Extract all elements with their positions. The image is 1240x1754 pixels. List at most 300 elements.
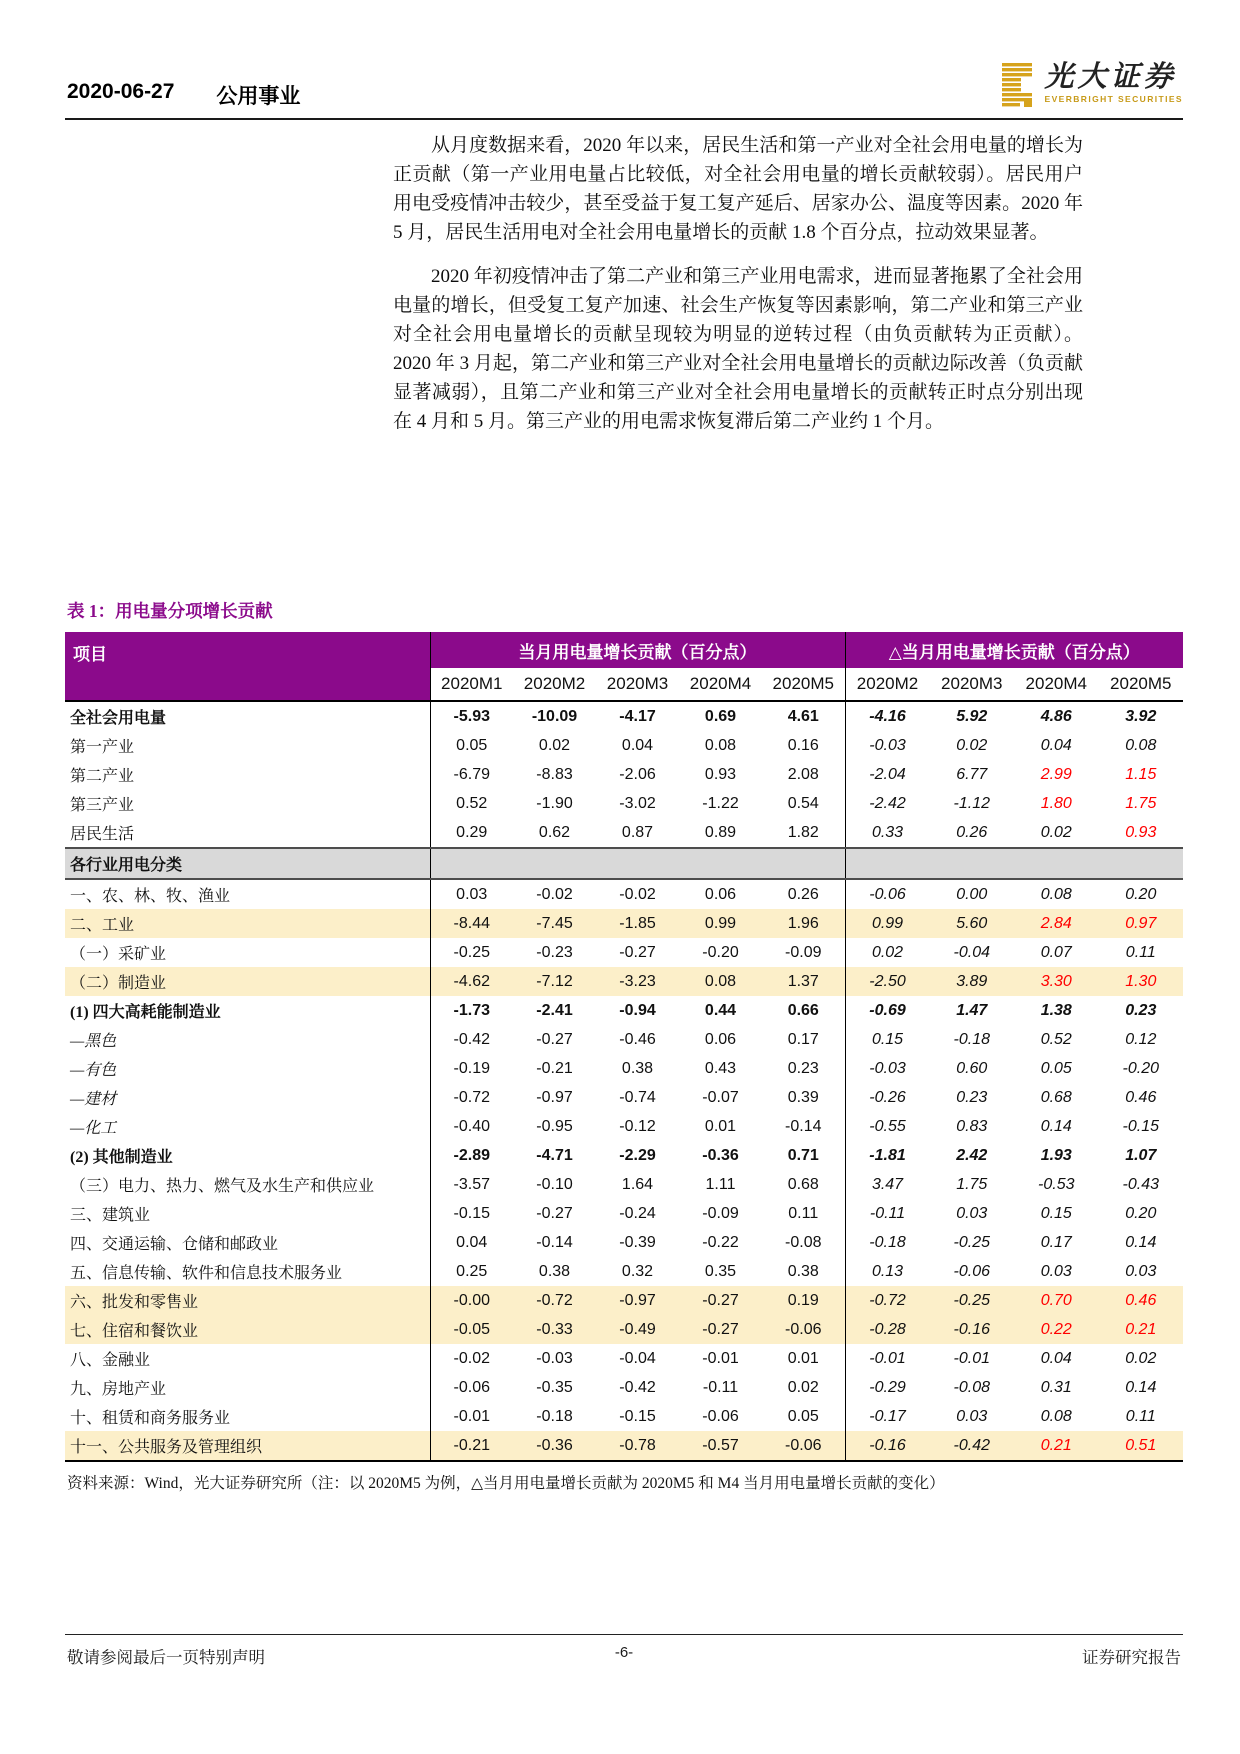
value-cell-delta: -0.53 bbox=[1038, 1175, 1075, 1193]
value-cell-current: -0.15 bbox=[619, 1407, 656, 1425]
table-row bbox=[65, 879, 1183, 909]
value-cell-delta: 1.38 bbox=[1040, 1001, 1072, 1019]
value-cell-delta: 0.46 bbox=[1099, 1286, 1184, 1315]
value-cell-delta: 0.11 bbox=[1125, 1407, 1156, 1425]
value-cell-current: -2.29 bbox=[619, 1146, 656, 1164]
value-cell-delta: -4.16 bbox=[845, 701, 930, 731]
row-label: （三）电力、热力、燃气及水生产和供应业 bbox=[70, 1178, 375, 1195]
row-label: （一）采矿业 bbox=[70, 946, 167, 963]
value-cell-current: -0.03 bbox=[536, 1349, 573, 1367]
row-label: 六、批发和零售业 bbox=[65, 1286, 430, 1315]
value-cell-delta: -1.12 bbox=[953, 794, 990, 812]
value-cell-delta: 0.22 bbox=[1014, 1315, 1099, 1344]
value-cell-current: 0.44 bbox=[704, 1001, 737, 1019]
value-cell-delta: 0.03 bbox=[1125, 1262, 1157, 1280]
value-cell-current: 0.99 bbox=[679, 909, 762, 938]
value-cell-delta: -0.20 bbox=[1122, 1059, 1159, 1077]
value-cell-delta: 0.11 bbox=[1125, 943, 1156, 961]
table-row bbox=[65, 701, 1183, 731]
report-header bbox=[65, 58, 1183, 120]
column-group-delta: △当月用电量增长贡献（百分点） bbox=[845, 632, 1183, 668]
value-cell-current: -0.10 bbox=[536, 1175, 573, 1193]
value-cell-current: 0.04 bbox=[430, 1228, 513, 1257]
value-cell-current: -6.79 bbox=[430, 760, 513, 789]
value-cell-current: -4.17 bbox=[619, 707, 656, 725]
value-cell-current: -0.11 bbox=[702, 1378, 739, 1396]
value-cell-current: -0.57 bbox=[679, 1431, 762, 1461]
value-cell-current: -0.42 bbox=[619, 1378, 656, 1396]
value-cell-current: -0.97 bbox=[596, 1286, 679, 1315]
value-cell-delta: -0.42 bbox=[930, 1431, 1015, 1461]
value-cell-delta: 0.05 bbox=[1040, 1059, 1072, 1077]
row-label: 八、金融业 bbox=[70, 1352, 151, 1369]
value-cell-delta: 0.12 bbox=[1125, 1030, 1157, 1048]
value-cell-current: -0.06 bbox=[430, 1373, 513, 1402]
value-cell-current: -0.06 bbox=[762, 1431, 845, 1461]
value-cell-current: 0.23 bbox=[787, 1059, 819, 1077]
value-cell-current: 0.43 bbox=[704, 1059, 737, 1077]
row-label: (2) 其他制造业 bbox=[70, 1149, 173, 1166]
value-cell-delta: -0.43 bbox=[1122, 1175, 1159, 1193]
table-row bbox=[65, 1257, 1183, 1286]
value-cell-current: -0.21 bbox=[430, 1431, 513, 1461]
value-cell-delta: -0.26 bbox=[845, 1083, 930, 1112]
value-cell-current: -0.78 bbox=[596, 1431, 679, 1461]
value-cell-delta: 0.31 bbox=[1040, 1378, 1072, 1396]
value-cell-delta: 3.89 bbox=[930, 967, 1015, 996]
value-cell-current: 0.04 bbox=[621, 736, 654, 754]
value-cell-delta: 0.99 bbox=[845, 909, 930, 938]
value-cell-delta: 0.52 bbox=[1040, 1030, 1072, 1048]
value-cell-current: -0.74 bbox=[619, 1088, 656, 1106]
report-category: 公用事业 bbox=[216, 85, 301, 108]
value-cell-delta: 5.92 bbox=[956, 707, 988, 725]
brand-text bbox=[1045, 63, 1184, 104]
value-cell-delta: 0.33 bbox=[845, 818, 930, 848]
value-cell-current: -7.45 bbox=[513, 909, 596, 938]
value-cell-delta: -0.08 bbox=[953, 1378, 990, 1396]
everbright-logo-icon bbox=[1002, 63, 1038, 112]
value-cell-current: -0.12 bbox=[619, 1117, 656, 1135]
row-label: 十、租赁和商务服务业 bbox=[70, 1410, 231, 1427]
table-row bbox=[65, 1199, 1183, 1228]
column-header-item: 项目 bbox=[65, 632, 430, 701]
table-title: 表 1：用电量分项增长贡献 bbox=[67, 601, 273, 621]
paragraph-1: 从月度数据来看，2020 年以来，居民生活和第一产业对全社会用电量的增长为正贡献（第一产业用电量占比较低，对全社会用电量的增长贡献较弱）。居民用户用电受疫情冲击较少，甚至受益于复工复产延后、居家办公、温度等因素。2020 年 5 月，居民生活用电对全社会用电量增长的贡献 1.8 个百分点，拉动效果显著。 bbox=[393, 135, 1083, 243]
value-cell-current: 0.39 bbox=[787, 1088, 819, 1106]
value-cell-delta: -0.29 bbox=[845, 1373, 930, 1402]
value-cell-current: -0.02 bbox=[536, 885, 573, 903]
value-cell-delta: -0.03 bbox=[845, 731, 930, 760]
value-cell-delta: 5.60 bbox=[930, 909, 1015, 938]
value-cell-current: 0.38 bbox=[538, 1262, 571, 1280]
value-cell-current: -0.95 bbox=[536, 1117, 573, 1135]
value-cell-current: 0.87 bbox=[621, 823, 654, 841]
value-cell-current: 0.01 bbox=[787, 1349, 819, 1367]
value-cell-delta: 0.08 bbox=[1040, 885, 1072, 903]
value-cell-delta: -0.04 bbox=[953, 943, 990, 961]
value-cell-current: -0.09 bbox=[702, 1204, 739, 1222]
value-cell-delta: 0.23 bbox=[956, 1088, 988, 1106]
row-label: —建材 bbox=[70, 1091, 117, 1108]
row-label: 三、建筑业 bbox=[70, 1207, 151, 1224]
value-cell-current: -3.57 bbox=[430, 1170, 513, 1199]
body-text bbox=[393, 131, 1083, 451]
value-cell-current: 2.08 bbox=[787, 765, 819, 783]
value-cell-current: 0.08 bbox=[679, 967, 762, 996]
header-meta bbox=[67, 80, 300, 110]
value-cell-current: -0.00 bbox=[430, 1286, 513, 1315]
value-cell-current: -0.94 bbox=[619, 1001, 656, 1019]
value-cell-current: 1.82 bbox=[787, 823, 819, 841]
value-cell-current: -0.46 bbox=[619, 1030, 656, 1048]
value-cell-current: 0.19 bbox=[762, 1286, 845, 1315]
value-cell-current: -0.04 bbox=[619, 1349, 656, 1367]
value-cell-current: 0.38 bbox=[621, 1059, 654, 1077]
value-cell-delta: 0.14 bbox=[1040, 1117, 1072, 1135]
value-cell-delta: 2.99 bbox=[1040, 765, 1072, 783]
month-header-current: 2020M3 bbox=[596, 668, 679, 701]
value-cell-delta: 0.14 bbox=[1125, 1378, 1157, 1396]
value-cell-current: -0.39 bbox=[619, 1233, 656, 1251]
row-label: 二、工业 bbox=[65, 909, 430, 938]
value-cell-current: 0.08 bbox=[704, 736, 737, 754]
value-cell-delta: 0.03 bbox=[1040, 1262, 1072, 1280]
row-label: 第二产业 bbox=[70, 768, 135, 785]
value-cell-delta: -0.06 bbox=[845, 879, 930, 909]
value-cell-current: 0.02 bbox=[538, 736, 571, 754]
table-row bbox=[65, 1228, 1183, 1257]
value-cell-current: -2.89 bbox=[430, 1141, 513, 1170]
table-row bbox=[65, 818, 1183, 848]
value-cell-current: -0.24 bbox=[619, 1204, 656, 1222]
value-cell-current: 0.66 bbox=[787, 1001, 819, 1019]
table-row bbox=[65, 1402, 1183, 1431]
value-cell-current: 0.17 bbox=[787, 1030, 819, 1048]
value-cell-delta: 0.70 bbox=[1014, 1286, 1099, 1315]
page-footer bbox=[65, 1634, 1183, 1667]
value-cell-delta: 6.77 bbox=[956, 765, 988, 783]
value-cell-current: -0.05 bbox=[430, 1315, 513, 1344]
value-cell-delta: -0.03 bbox=[845, 1054, 930, 1083]
value-cell-current: 0.11 bbox=[788, 1204, 819, 1222]
value-cell-delta: 0.93 bbox=[1125, 823, 1157, 841]
value-cell-current: -10.09 bbox=[531, 707, 578, 725]
value-cell-current: -0.33 bbox=[513, 1315, 596, 1344]
value-cell-delta: -0.16 bbox=[845, 1431, 930, 1461]
value-cell-current: -0.08 bbox=[785, 1233, 822, 1251]
value-cell-current: -0.02 bbox=[430, 1344, 513, 1373]
value-cell-delta: 0.02 bbox=[956, 736, 988, 754]
value-cell-delta: 0.02 bbox=[1040, 823, 1072, 841]
value-cell-delta: 0.00 bbox=[956, 885, 988, 903]
value-cell-delta: 2.84 bbox=[1014, 909, 1099, 938]
brand-name-cn: 光大证券 bbox=[1044, 61, 1177, 93]
row-label: 居民生活 bbox=[70, 826, 135, 843]
value-cell-current: 1.37 bbox=[762, 967, 845, 996]
value-cell-current: 0.06 bbox=[704, 885, 737, 903]
value-cell-delta: 0.23 bbox=[1125, 1001, 1157, 1019]
value-cell-delta: -0.28 bbox=[845, 1315, 930, 1344]
table-row bbox=[65, 760, 1183, 789]
table-row bbox=[65, 1141, 1183, 1170]
month-header-delta: 2020M5 bbox=[1099, 668, 1184, 701]
brand-name-en: EVERBRIGHT SECURITIES bbox=[1044, 94, 1183, 104]
value-cell-current: -0.27 bbox=[619, 943, 656, 961]
value-cell-delta: -1.81 bbox=[845, 1141, 930, 1170]
value-cell-delta: -0.18 bbox=[845, 1228, 930, 1257]
value-cell-current: -0.49 bbox=[596, 1315, 679, 1344]
value-cell-current: 0.93 bbox=[704, 765, 737, 783]
value-cell-current: 0.02 bbox=[787, 1378, 819, 1396]
value-cell-current: 0.71 bbox=[787, 1146, 819, 1164]
value-cell-current: -5.93 bbox=[430, 701, 513, 731]
value-cell-current: -0.14 bbox=[785, 1117, 822, 1135]
value-cell-delta: 0.02 bbox=[845, 938, 930, 967]
value-cell-current: -0.09 bbox=[785, 943, 822, 961]
row-label: 十一、公共服务及管理组织 bbox=[65, 1431, 430, 1461]
value-cell-current: -4.62 bbox=[430, 967, 513, 996]
value-cell-current: -1.85 bbox=[596, 909, 679, 938]
value-cell-delta: 0.15 bbox=[1040, 1204, 1072, 1222]
table-row bbox=[65, 996, 1183, 1025]
value-cell-current: -3.23 bbox=[596, 967, 679, 996]
value-cell-current: 0.62 bbox=[538, 823, 571, 841]
value-cell-current: -0.42 bbox=[430, 1025, 513, 1054]
value-cell-current: -0.27 bbox=[679, 1315, 762, 1344]
table-row bbox=[65, 1083, 1183, 1112]
table-row bbox=[65, 1431, 1183, 1461]
value-cell-delta: 0.03 bbox=[956, 1204, 988, 1222]
value-cell-current: -2.06 bbox=[619, 765, 656, 783]
value-cell-delta: -2.42 bbox=[845, 789, 930, 818]
month-header-current: 2020M4 bbox=[679, 668, 762, 701]
footer-disclaimer: 敬请参阅最后一页特别声明 bbox=[67, 1648, 265, 1667]
brand-logo bbox=[1002, 63, 1184, 112]
value-cell-delta: 1.47 bbox=[956, 1001, 988, 1019]
value-cell-current: -0.01 bbox=[702, 1349, 739, 1367]
report-date: 2020-06-27 bbox=[67, 80, 175, 103]
month-header-current: 2020M5 bbox=[762, 668, 845, 701]
row-label: 五、信息传输、软件和信息技术服务业 bbox=[70, 1265, 343, 1282]
value-cell-delta: 1.75 bbox=[1125, 794, 1157, 812]
value-cell-delta: 3.47 bbox=[845, 1170, 930, 1199]
value-cell-delta: -0.55 bbox=[845, 1112, 930, 1141]
value-cell-delta: 1.07 bbox=[1125, 1146, 1157, 1164]
value-cell-current: -0.72 bbox=[430, 1083, 513, 1112]
value-cell-delta: 0.20 bbox=[1125, 885, 1157, 903]
value-cell-delta: -0.17 bbox=[845, 1402, 930, 1431]
table-row bbox=[65, 1286, 1183, 1315]
value-cell-delta: 0.15 bbox=[845, 1025, 930, 1054]
value-cell-delta: 0.04 bbox=[1040, 736, 1072, 754]
value-cell-current: 0.32 bbox=[621, 1262, 654, 1280]
value-cell-current: 0.29 bbox=[430, 818, 513, 848]
table-section bbox=[65, 598, 1183, 1493]
value-cell-current: 0.16 bbox=[787, 736, 819, 754]
value-cell-current: -0.35 bbox=[536, 1378, 573, 1396]
row-label: （二）制造业 bbox=[65, 967, 430, 996]
value-cell-delta: 0.21 bbox=[1099, 1315, 1184, 1344]
value-cell-delta: 0.83 bbox=[956, 1117, 988, 1135]
table-row bbox=[65, 1170, 1183, 1199]
value-cell-delta: 3.30 bbox=[1014, 967, 1099, 996]
value-cell-delta: 0.21 bbox=[1014, 1431, 1099, 1461]
month-header-delta: 2020M4 bbox=[1014, 668, 1099, 701]
value-cell-delta: 0.07 bbox=[1040, 943, 1072, 961]
row-label: —有色 bbox=[70, 1062, 117, 1079]
row-label: 第三产业 bbox=[70, 797, 135, 814]
value-cell-delta: 1.30 bbox=[1099, 967, 1184, 996]
column-group-current: 当月用电量增长贡献（百分点） bbox=[430, 632, 845, 668]
value-cell-current: -0.27 bbox=[536, 1030, 573, 1048]
paragraph-2: 2020 年初疫情冲击了第二产业和第三产业用电需求，进而显著拖累了全社会用电量的增长，但受复工复产加速、社会生产恢复等因素影响，第二产业和第三产业对全社会用电量增长的贡献呈现较为明显的逆转过程（由负贡献转为正贡献）。2020 年 3 月起，第二产业和第三产业对全社会用电量增长的贡献边际改善（负贡献显著减弱），且第二产业和第三产业对全社会用电量增长的贡献转正时点分别出现在 4 月和 5 月。第三产业的用电需求恢复滞后第二产业约 1 个月。 bbox=[393, 266, 1083, 432]
value-cell-current: 1.96 bbox=[762, 909, 845, 938]
value-cell-delta: 4.86 bbox=[1040, 707, 1072, 725]
value-cell-delta: 0.04 bbox=[1040, 1349, 1072, 1367]
value-cell-delta: 0.46 bbox=[1125, 1088, 1157, 1106]
table-row bbox=[65, 938, 1183, 967]
value-cell-current: 0.05 bbox=[430, 731, 513, 760]
row-label: 一、农、林、牧、渔业 bbox=[70, 888, 231, 905]
table-row bbox=[65, 731, 1183, 760]
value-cell-delta: -0.01 bbox=[953, 1349, 990, 1367]
value-cell-current: -8.44 bbox=[430, 909, 513, 938]
value-cell-delta: 0.02 bbox=[1125, 1349, 1157, 1367]
value-cell-delta: 0.51 bbox=[1099, 1431, 1184, 1461]
value-cell-current: -0.27 bbox=[679, 1286, 762, 1315]
row-label: 第一产业 bbox=[70, 739, 135, 756]
value-cell-delta: -0.15 bbox=[1122, 1117, 1159, 1135]
value-cell-current: -1.90 bbox=[536, 794, 573, 812]
value-cell-delta: -2.50 bbox=[845, 967, 930, 996]
value-cell-delta: 0.26 bbox=[956, 823, 988, 841]
value-cell-delta: 2.42 bbox=[956, 1146, 988, 1164]
value-cell-current: 0.69 bbox=[704, 707, 737, 725]
value-cell-current: -0.15 bbox=[430, 1199, 513, 1228]
table-row bbox=[65, 1315, 1183, 1344]
page-number: -6- bbox=[614, 1644, 634, 1661]
value-cell-current: -0.19 bbox=[430, 1054, 513, 1083]
value-cell-current: -0.01 bbox=[430, 1402, 513, 1431]
value-cell-current: 0.03 bbox=[430, 879, 513, 909]
value-cell-current: -0.02 bbox=[619, 885, 656, 903]
value-cell-delta: 0.17 bbox=[1040, 1233, 1072, 1251]
row-label: 各行业用电分类 bbox=[65, 848, 430, 879]
value-cell-delta: 0.68 bbox=[1040, 1088, 1072, 1106]
value-cell-current: 0.68 bbox=[787, 1175, 819, 1193]
month-header-delta: 2020M2 bbox=[845, 668, 930, 701]
row-label: 七、住宿和餐饮业 bbox=[65, 1315, 430, 1344]
table-row bbox=[65, 909, 1183, 938]
value-cell-delta: -0.25 bbox=[930, 1286, 1015, 1315]
table-row bbox=[65, 1025, 1183, 1054]
value-cell-current: 0.38 bbox=[787, 1262, 819, 1280]
source-note: 资料来源：Wind，光大证券研究所（注：以 2020M5 为例，△当月用电量增长贡献为 2020M5 和 M4 当月用电量增长贡献的变化） bbox=[67, 1475, 945, 1492]
value-cell-current: -0.72 bbox=[513, 1286, 596, 1315]
row-label: —黑色 bbox=[70, 1033, 117, 1050]
value-cell-current: -0.18 bbox=[536, 1407, 573, 1425]
value-cell-current: -0.40 bbox=[430, 1112, 513, 1141]
row-label: 全社会用电量 bbox=[70, 710, 167, 727]
row-label: (1) 四大高耗能制造业 bbox=[70, 1004, 221, 1021]
value-cell-current: 1.11 bbox=[705, 1175, 736, 1193]
table-header-groups bbox=[65, 632, 1183, 668]
footer-report-type: 证券研究报告 bbox=[1082, 1648, 1181, 1667]
section-spacer-cell bbox=[430, 848, 845, 879]
electricity-contribution-table bbox=[65, 632, 1183, 1462]
value-cell-current: -0.23 bbox=[536, 943, 573, 961]
value-cell-current: -0.36 bbox=[513, 1431, 596, 1461]
value-cell-current: -1.22 bbox=[702, 794, 739, 812]
value-cell-delta: 1.15 bbox=[1125, 765, 1157, 783]
value-cell-delta: 0.20 bbox=[1125, 1204, 1157, 1222]
value-cell-current: 0.52 bbox=[430, 789, 513, 818]
value-cell-delta: 0.60 bbox=[956, 1059, 988, 1077]
row-label: 四、交通运输、仓储和邮政业 bbox=[70, 1236, 279, 1253]
value-cell-delta: 0.03 bbox=[956, 1407, 988, 1425]
value-cell-current: -0.27 bbox=[536, 1204, 573, 1222]
value-cell-current: -0.07 bbox=[702, 1088, 739, 1106]
value-cell-delta: -0.06 bbox=[953, 1262, 990, 1280]
value-cell-delta: 0.14 bbox=[1125, 1233, 1157, 1251]
value-cell-current: -4.71 bbox=[536, 1146, 573, 1164]
value-cell-current: 0.54 bbox=[787, 794, 819, 812]
value-cell-current: -0.22 bbox=[702, 1233, 739, 1251]
month-header-delta: 2020M3 bbox=[930, 668, 1015, 701]
value-cell-current: -0.25 bbox=[430, 938, 513, 967]
table-row bbox=[65, 848, 1183, 879]
value-cell-delta: 0.08 bbox=[1125, 736, 1157, 754]
value-cell-current: -0.06 bbox=[702, 1407, 739, 1425]
value-cell-delta: -0.11 bbox=[845, 1199, 930, 1228]
value-cell-current: 0.26 bbox=[787, 885, 819, 903]
value-cell-delta: -0.69 bbox=[845, 996, 930, 1025]
value-cell-current: 0.25 bbox=[430, 1257, 513, 1286]
value-cell-delta: -0.18 bbox=[953, 1030, 990, 1048]
value-cell-current: -0.20 bbox=[702, 943, 739, 961]
table-row bbox=[65, 1054, 1183, 1083]
value-cell-current: -3.02 bbox=[619, 794, 656, 812]
value-cell-current: 0.35 bbox=[704, 1262, 737, 1280]
value-cell-current: 1.64 bbox=[621, 1175, 654, 1193]
value-cell-delta: 3.92 bbox=[1125, 707, 1157, 725]
value-cell-current: -2.41 bbox=[536, 1001, 573, 1019]
value-cell-current: 4.61 bbox=[787, 707, 819, 725]
value-cell-delta: 0.13 bbox=[845, 1257, 930, 1286]
value-cell-delta: 0.08 bbox=[1040, 1407, 1072, 1425]
value-cell-current: -0.97 bbox=[536, 1088, 573, 1106]
value-cell-delta: 1.93 bbox=[1040, 1146, 1072, 1164]
value-cell-delta: 1.75 bbox=[956, 1175, 988, 1193]
table-row bbox=[65, 1344, 1183, 1373]
value-cell-delta: -0.01 bbox=[845, 1344, 930, 1373]
value-cell-current: 0.89 bbox=[704, 823, 737, 841]
month-header-current: 2020M1 bbox=[430, 668, 513, 701]
table-row bbox=[65, 1112, 1183, 1141]
table-row bbox=[65, 967, 1183, 996]
value-cell-current: -0.21 bbox=[536, 1059, 573, 1077]
value-cell-delta: -0.25 bbox=[953, 1233, 990, 1251]
table-row bbox=[65, 1373, 1183, 1402]
row-label: —化工 bbox=[70, 1120, 117, 1137]
section-spacer-cell bbox=[845, 848, 1183, 879]
value-cell-current: 0.01 bbox=[704, 1117, 737, 1135]
value-cell-current: -1.73 bbox=[430, 996, 513, 1025]
value-cell-current: -7.12 bbox=[513, 967, 596, 996]
value-cell-current: 0.05 bbox=[787, 1407, 819, 1425]
row-label: 九、房地产业 bbox=[70, 1381, 167, 1398]
